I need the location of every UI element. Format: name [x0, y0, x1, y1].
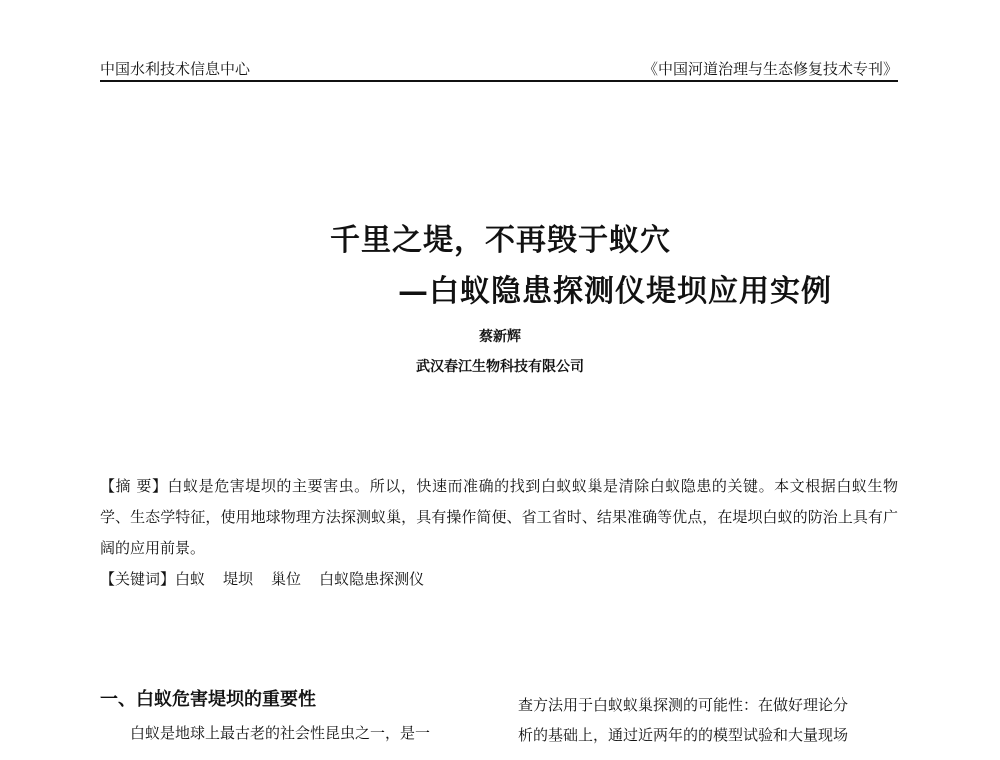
title-line-1: 千里之堤，不再毁于蚁穴	[330, 223, 671, 258]
abstract: 【摘 要】白蚁是危害堤坝的主要害虫。所以，快速而准确的找到白蚁蚁巢是清除白蚁隐患的关键。本文根据白蚁生物学、生态学特征，使用地球物理方法探测蚁巢，具有操作简便、省工省时、结果准确等优点，在堤坝白蚁的防治上具有广阔的应用前景。	[100, 477, 898, 557]
title-line-2: —白蚁隐患探测仪堤坝应用实例	[398, 274, 832, 309]
keyword: 白蚁	[175, 570, 206, 588]
section-heading: 一、白蚁危害堤坝的重要性	[100, 689, 316, 710]
affiliation: 武汉春江生物科技有限公司	[416, 359, 584, 375]
right-column	[518, 690, 898, 750]
author	[0, 326, 1000, 346]
body-line: 查方法用于白蚁蚁巢探测的可能性：在做好理论分	[518, 696, 849, 714]
left-column	[100, 688, 480, 748]
author-name: 蔡新辉	[479, 329, 521, 345]
keyword: 堤坝	[223, 570, 254, 588]
keyword: 白蚁隐患探测仪	[319, 570, 425, 588]
body-line: 析的基础上，通过近两年的的模型试验和大量现场	[518, 726, 849, 744]
running-header-left: 中国水利技术信息中心	[100, 60, 251, 78]
running-header-right: 《中国河道治理与生态修复技术专刊》	[642, 60, 898, 78]
body-paragraph: 白蚁是地球上最古老的社会性昆虫之一，是一	[130, 724, 431, 742]
keywords	[100, 567, 898, 591]
keyword: 巢位	[271, 570, 302, 588]
keywords-label: 【关键词】	[100, 570, 176, 588]
header-rule	[100, 80, 898, 82]
